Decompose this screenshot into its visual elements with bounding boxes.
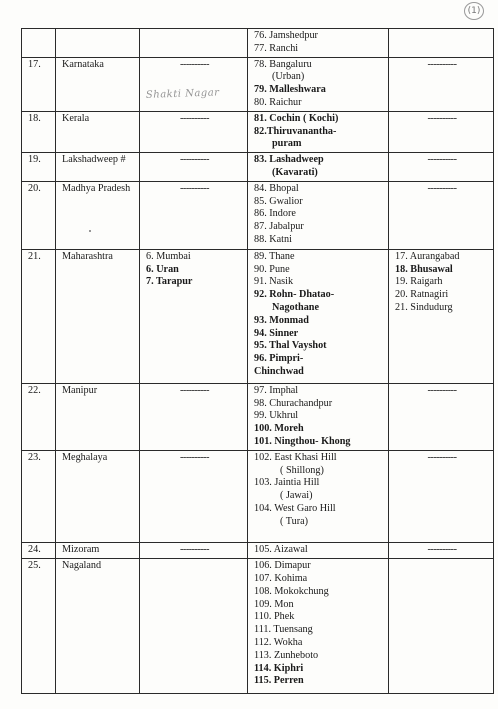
dash-placeholder: ----------: [427, 451, 457, 463]
list-item: 106. Dimapur: [254, 560, 311, 572]
list-item: 113. Zunheboto: [254, 649, 319, 661]
dash-placeholder: ----------: [427, 544, 457, 556]
list-item: 96. Pimpri-: [254, 353, 304, 365]
dash-placeholder: ----------: [180, 182, 209, 194]
list-item: ( Tura): [280, 515, 309, 527]
list-item: 93. Monmad: [254, 314, 309, 326]
list-item: 97. Imphal: [254, 384, 299, 396]
list-item: 76. Jamshedpur: [254, 30, 318, 41]
list-item: 21. Sindudurg: [395, 301, 453, 313]
serial-number-cell: 21.: [22, 249, 56, 383]
dash-placeholder: ----------: [427, 58, 457, 70]
list-item: (Kavarati): [272, 166, 318, 178]
list-item: 17. Aurangabad: [395, 250, 460, 262]
dash-placeholder: ----------: [180, 58, 209, 70]
serial-number-cell: 20.: [22, 181, 56, 249]
column-five-cell: [389, 559, 494, 694]
dash-placeholder: ----------: [427, 112, 457, 124]
list-item: 81. Cochin ( Kochi): [254, 112, 339, 124]
column-three-cell: [140, 181, 248, 249]
dash-placeholder: ----------: [427, 384, 457, 396]
handwritten-note: Shakti Nagar: [145, 87, 220, 101]
list-item: 89. Thane: [254, 250, 295, 262]
column-five-cell: [389, 543, 494, 559]
list-item: 6. Uran: [146, 263, 179, 275]
dash-placeholder: ----------: [180, 384, 209, 396]
column-five-cell: [389, 153, 494, 182]
column-four-cell: [248, 543, 389, 559]
column-three-cell: [140, 111, 248, 152]
table-row: [22, 111, 494, 152]
column-five-cell: [389, 450, 494, 543]
serial-number-cell: [22, 29, 56, 58]
list-item: 6. Mumbai: [146, 250, 191, 262]
list-item: 108. Mokokchung: [254, 585, 329, 597]
list-item: Nagothane: [272, 301, 319, 313]
list-item: 80. Raichur: [254, 96, 302, 108]
list-item: 94. Sinner: [254, 327, 299, 339]
state-name-cell: Meghalaya: [56, 450, 140, 543]
list-item: 18. Bhusawal: [395, 263, 453, 275]
table-row: [22, 29, 494, 58]
column-five-cell: [389, 383, 494, 450]
list-item: 111. Tuensang: [254, 624, 313, 636]
list-item: ( Shillong): [280, 464, 324, 476]
list-item: 84. Bhopal: [254, 182, 299, 194]
list-item: ( Jawai): [280, 490, 313, 502]
list-item: 112. Wokha: [254, 636, 303, 648]
column-three-cell: [140, 383, 248, 450]
column-five-cell: [389, 249, 494, 383]
column-four-cell: [248, 383, 389, 450]
column-four-cell: [248, 249, 389, 383]
state-name-cell: Mizoram: [56, 543, 140, 559]
column-three-cell: [140, 559, 248, 694]
table-row: [22, 181, 494, 249]
dash-placeholder: ----------: [180, 544, 209, 556]
column-five-cell: [389, 111, 494, 152]
list-item: 20. Ratnagiri: [395, 289, 449, 301]
serial-number-cell: 24.: [22, 543, 56, 559]
column-five-cell: [389, 57, 494, 111]
dash-placeholder: ----------: [427, 182, 457, 194]
list-item: 92. Rohn- Dhatao-: [254, 289, 335, 301]
list-item: 115. Perren: [254, 675, 304, 687]
state-name-cell: Maharashtra: [56, 249, 140, 383]
list-item: 91. Nasik: [254, 276, 294, 288]
list-item: 109. Mon: [254, 598, 294, 610]
column-four-cell: [248, 181, 389, 249]
column-four-cell: [248, 57, 389, 111]
column-four-cell: [248, 559, 389, 694]
dash-placeholder: ----------: [180, 154, 209, 166]
list-item: 78. Bangaluru: [254, 58, 312, 70]
list-item: 86. Indore: [254, 208, 296, 220]
state-name-cell: Lakshadweep #: [56, 153, 140, 182]
table-row: [22, 450, 494, 543]
state-name-cell: [56, 29, 140, 58]
list-item: 77. Ranchi: [254, 42, 299, 54]
list-item: 85. Gwalior: [254, 195, 303, 207]
list-item: Chinchwad: [254, 365, 304, 377]
column-three-cell: [140, 450, 248, 543]
list-item: 83. Lashadweep: [254, 154, 324, 166]
list-item: 88. Katni: [254, 233, 292, 245]
column-five-cell: [389, 181, 494, 249]
column-five-cell: [389, 29, 494, 58]
list-item: 95. Thal Vayshot: [254, 340, 327, 352]
list-item: 104. West Garo Hill: [254, 502, 336, 514]
dash-placeholder: ----------: [427, 154, 457, 166]
column-three-cell: [140, 153, 248, 182]
list-item: 114. Kiphri: [254, 662, 304, 674]
list-item: 102. East Khasi Hill: [254, 451, 337, 463]
serial-number-cell: 17.: [22, 57, 56, 111]
column-four-cell: [248, 111, 389, 152]
list-item: 98. Churachandpur: [254, 397, 333, 409]
state-name-cell: Nagaland: [56, 559, 140, 694]
list-item: 105. Aizawal: [254, 544, 308, 556]
column-four-cell: [248, 29, 389, 58]
list-item: 90. Pune: [254, 263, 290, 275]
page-number-mark: (1): [464, 2, 484, 20]
serial-number-cell: 25.: [22, 559, 56, 694]
list-item: 82.Thiruvanantha-: [254, 125, 337, 137]
serial-number-cell: 18.: [22, 111, 56, 152]
list-item: 100. Moreh: [254, 423, 304, 435]
column-four-cell: [248, 153, 389, 182]
dash-placeholder: ----------: [180, 112, 209, 124]
list-item: 99. Ukhrul: [254, 410, 299, 422]
list-item: 79. Malleshwara: [254, 84, 326, 96]
table-row: [22, 57, 494, 111]
list-item: 101. Ningthou- Khong: [254, 435, 351, 447]
state-name-cell: Manipur: [56, 383, 140, 450]
column-three-cell: [140, 249, 248, 383]
list-item: (Urban): [272, 71, 305, 83]
list-item: 107. Kohima: [254, 572, 308, 584]
serial-number-cell: 23.: [22, 450, 56, 543]
locations-table: [21, 28, 494, 694]
table-body: [22, 29, 494, 694]
list-item: 87. Jabalpur: [254, 221, 304, 233]
list-item: 19. Raigarh: [395, 276, 443, 288]
state-name-cell: Kerala: [56, 111, 140, 152]
table-row: [22, 559, 494, 694]
column-four-cell: [248, 450, 389, 543]
table-row: [22, 249, 494, 383]
table-row: [22, 153, 494, 182]
column-three-cell: [140, 29, 248, 58]
column-three-cell: [140, 543, 248, 559]
table-row: [22, 543, 494, 559]
list-item: 7. Tarapur: [146, 276, 193, 288]
list-item: [254, 529, 384, 542]
state-name-cell: Karnataka: [56, 57, 140, 111]
dash-placeholder: ----------: [180, 451, 209, 463]
list-item: 110. Phek: [254, 611, 295, 623]
table-row: [22, 383, 494, 450]
serial-number-cell: 19.: [22, 153, 56, 182]
list-item: puram: [272, 138, 302, 150]
list-item: 103. Jaintia Hill: [254, 477, 320, 489]
serial-number-cell: 22.: [22, 383, 56, 450]
state-name-cell: Madhya Pradesh: [56, 181, 140, 249]
ink-dot: [89, 230, 91, 232]
